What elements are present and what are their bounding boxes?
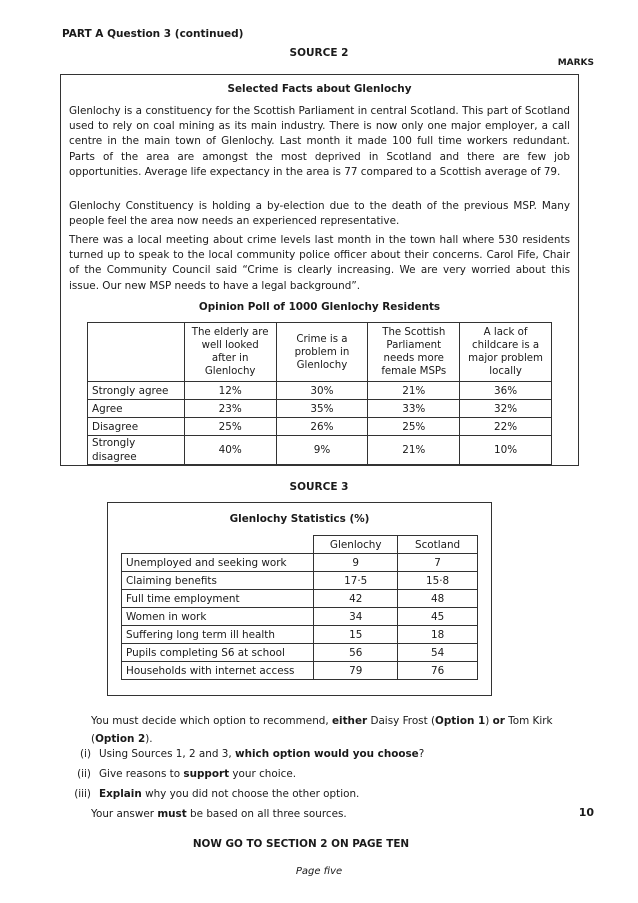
table-cell: 9	[314, 554, 398, 572]
table-cell: 40%	[184, 436, 276, 465]
row-label: Full time employment	[122, 590, 314, 608]
table-header-cell: A lack of childcare is a major problem locally	[460, 323, 552, 382]
table-cell: 36%	[460, 382, 552, 400]
row-label: Unemployed and seeking work	[122, 554, 314, 572]
table-cell: 32%	[460, 400, 552, 418]
table-cell: 22%	[460, 418, 552, 436]
table-cell: 17·5	[314, 572, 398, 590]
table-cell: 26%	[276, 418, 368, 436]
row-label: Strongly agree	[88, 382, 185, 400]
paragraph-3: There was a local meeting about crime levels last month in the town hall where 530 residents turned up to speak to the local community police officer about their concerns. Carol Fife, Chair of the Community Council said “Crime is clearly increasing. We are very worried about this issue. Our new MSP needs to have a legal background”.	[69, 234, 570, 292]
source2-box	[60, 74, 579, 466]
table-row	[88, 382, 552, 400]
source3-box	[107, 502, 492, 696]
table-header-cell	[88, 323, 185, 382]
row-label: Agree	[88, 400, 185, 418]
question-item-ii: (ii) Give reasons to support your choice.	[77, 768, 297, 780]
table-header-row	[88, 323, 552, 382]
source3-label: SOURCE 3	[289, 481, 349, 493]
table-header-cell: The elderly are well looked after in Glenlochy	[184, 323, 276, 382]
table-row	[122, 644, 478, 662]
table-cell: 56	[314, 644, 398, 662]
table-cell: 15	[314, 626, 398, 644]
source3-title: Glenlochy Statistics (%)	[229, 513, 370, 525]
table-header-row	[122, 536, 478, 554]
table-cell: 34	[314, 608, 398, 626]
source2-label: SOURCE 2	[289, 47, 349, 59]
row-label: Suffering long term ill health	[122, 626, 314, 644]
table-cell: 7	[398, 554, 478, 572]
row-label: Disagree	[88, 418, 185, 436]
row-label: Strongly disagree	[88, 436, 185, 465]
table-row	[122, 572, 478, 590]
table-header-cell: Scotland	[398, 536, 478, 554]
table-row	[122, 554, 478, 572]
table-row	[122, 590, 478, 608]
row-label: Women in work	[122, 608, 314, 626]
go-to-instruction: NOW GO TO SECTION 2 ON PAGE TEN	[192, 838, 410, 850]
question-marks: 10	[578, 806, 594, 819]
question-intro: You must decide which option to recommend, either Daisy Frost (Option 1) or Tom Kirk (Option 2).	[91, 715, 553, 745]
table-cell: 23%	[184, 400, 276, 418]
page-number: Page five	[295, 866, 343, 877]
table-cell: 21%	[368, 436, 460, 465]
table-cell: 30%	[276, 382, 368, 400]
table-header-cell: Glenlochy	[314, 536, 398, 554]
question-final: Your answer must be based on all three sources.	[91, 808, 347, 820]
table-header-cell: Crime is a problem in Glenlochy	[276, 323, 368, 382]
table-row	[122, 662, 478, 680]
table-cell: 48	[398, 590, 478, 608]
table-row	[122, 608, 478, 626]
table-cell: 10%	[460, 436, 552, 465]
table-cell: 25%	[368, 418, 460, 436]
table-cell: 25%	[184, 418, 276, 436]
opinion-poll-table	[87, 322, 552, 465]
question-item-i: (i) Using Sources 1, 2 and 3, which option would you choose?	[80, 748, 425, 760]
section-header: PART A Question 3 (continued)	[62, 28, 244, 40]
table-cell: 15·8	[398, 572, 478, 590]
table-row	[122, 626, 478, 644]
table-cell: 35%	[276, 400, 368, 418]
row-label: Pupils completing S6 at school	[122, 644, 314, 662]
table-cell: 18	[398, 626, 478, 644]
table-cell: 42	[314, 590, 398, 608]
table-cell: 79	[314, 662, 398, 680]
table-cell: 12%	[184, 382, 276, 400]
table-cell: 45	[398, 608, 478, 626]
marks-label: MARKS	[557, 58, 594, 68]
table-row	[88, 436, 552, 465]
statistics-table	[121, 535, 478, 680]
table-cell: 21%	[368, 382, 460, 400]
table-cell: 33%	[368, 400, 460, 418]
question-item-iii: (iii) Explain why you did not choose the other option.	[74, 788, 360, 800]
paragraph-2: Glenlochy Constituency is holding a by-election due to the death of the previous MSP. Many people feel the area now needs an experienced representative.	[69, 200, 570, 228]
paragraph-1: Glenlochy is a constituency for the Scottish Parliament in central Scotland. This part of Scotland used to rely on coal mining as its main industry. There is now only one major employer, a call centre in the main town of Glenlochy. Last month it made 100 full time workers redundant. Parts of the area are amongst the most deprived in Scotland and there are few job opportunities. Average life expectancy in the area is 77 compared to a Scottish average of 79.	[69, 105, 570, 178]
source2-title: Selected Facts about Glenlochy	[227, 83, 412, 95]
row-label: Claiming benefits	[122, 572, 314, 590]
table-cell: 9%	[276, 436, 368, 465]
poll-title: Opinion Poll of 1000 Glenlochy Residents	[198, 301, 441, 313]
table-header-cell	[122, 536, 314, 554]
table-cell: 76	[398, 662, 478, 680]
row-label: Households with internet access	[122, 662, 314, 680]
table-row	[88, 418, 552, 436]
table-cell: 54	[398, 644, 478, 662]
table-header-cell: The Scottish Parliament needs more female MSPs	[368, 323, 460, 382]
table-row	[88, 400, 552, 418]
